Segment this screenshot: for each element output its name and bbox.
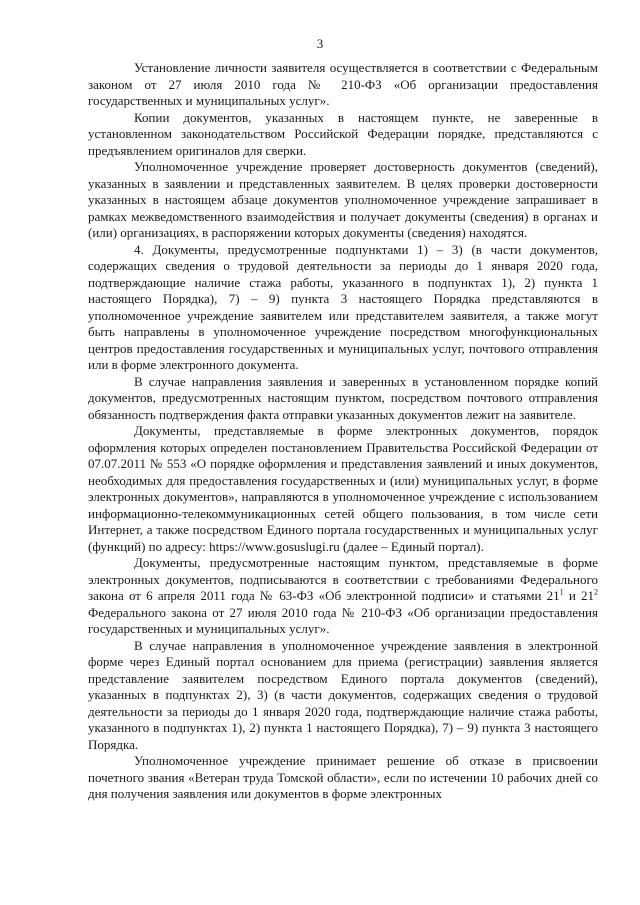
paragraph-item-4: 4. Документы, предусмотренные подпунктами 1) – 3) (в части документов, содержащих сведения о трудовой деятельности за периоды до 1 января 2020 года, подтверждающие наличие стажа работы, указанного в подпунктах 1), 2) пункта 1 настоящего Порядка), 7) – 9) пункта 3 настоящего Порядка представляются в уполномоченное учреждение заявителем или представителем заявителя, а также могут быть направлены в уполномоченное учреждение посредством многофункциональных центров предоставления государственных и муниципальных услуг, почтового отправления или в форме электронного документа.	[88, 241, 598, 372]
paragraph-electronic-documents: Документы, представляемые в форме электронных документов, порядок оформления которых определен постановлением Правительства Российской Федерации от 07.07.2011 № 553 «О порядке оформления и представления заявлений и иных документов, необходимых для предоставления государственных и (или) муниципальных услуг, в форме электронных документов», направляются в уполномоченное учреждение с использованием информационно-телекоммуникационных сетей общего пользования, в том числе сети Интернет, а также посредством Единого портала государственных и муниципальных услуг (функций) по адресу: https://www.gosuslugi.ru (далее – Единый портал).	[88, 423, 598, 554]
paragraph-portal-submission: В случае направления в уполномоченное учреждение заявления в электронной форме через Единый портал основанием для приема (регистрации) заявления является представление заявителем посредством Единого портала документов (сведений), указанных в подпунктах 2), 3) (в части документов, содержащих сведения о трудовой деятельности за периоды до 1 января 2020 года, подтверждающие наличие стажа работы, указанного в подпунктах 1), 2) пункта 1 настоящего Порядка), 7) – 9) пункта 3 настоящего Порядка.	[88, 637, 598, 752]
article-superscript-1: 1	[559, 587, 564, 597]
document-body	[88, 60, 598, 803]
paragraph-electronic-signature	[88, 555, 598, 638]
page-number: 3	[316, 36, 324, 51]
paragraph-electronic-signature-part3: Федерального закона от 27 июля 2010 года № 210-ФЗ «Об организации предоставления государственных и муниципальных услуг».	[88, 604, 598, 636]
paragraph-document-copies: Копии документов, указанных в настоящем пункте, не заверенные в установленном законодательством Российской Федерации порядке, представляются с предъявлением оригиналов для сверки.	[88, 109, 598, 158]
paragraph-electronic-signature-part1: Документы, предусмотренные настоящим пунктом, представляемые в форме электронных документов, подписываются в соответствии с требованиями Федерального закона от 6 апреля 2011 года № 63-ФЗ «Об электронной подписи» и статьями 21	[88, 555, 598, 603]
paragraph-refusal-decision: Уполномоченное учреждение принимает решение об отказе в присвоении почетного звания «Ветеран труда Томской области», если по истечении 10 рабочих дней со дня получения заявления или документов в форме электронных	[88, 753, 598, 801]
paragraph-authenticity-check: Уполномоченное учреждение проверяет достоверность документов (сведений), указанных в заявлении и представленных заявителем. В целях проверки достоверности указанных в настоящем абзаце документов уполномоченное учреждение запрашивает в рамках межведомственного взаимодействия и получает документы (сведения) в органах и (или) организациях, в распоряжении которых документы (сведения) находятся.	[88, 159, 598, 240]
paragraph-electronic-signature-part2: и 21	[563, 588, 594, 603]
paragraph-postal-submission: В случае направления заявления и заверенных в установленном порядке копий документов, предусмотренных настоящим пунктом, посредством почтового отправления обязанность подтверждения факта отправки указанных документов лежит на заявителе.	[88, 373, 598, 422]
article-superscript-2: 2	[594, 587, 598, 597]
paragraph-identity-verification: Установление личности заявителя осуществляется в соответствии с Федеральным законом от 27 июля 2010 года № 210-ФЗ «Об организации предоставления государственных и муниципальных услуг».	[88, 60, 598, 108]
